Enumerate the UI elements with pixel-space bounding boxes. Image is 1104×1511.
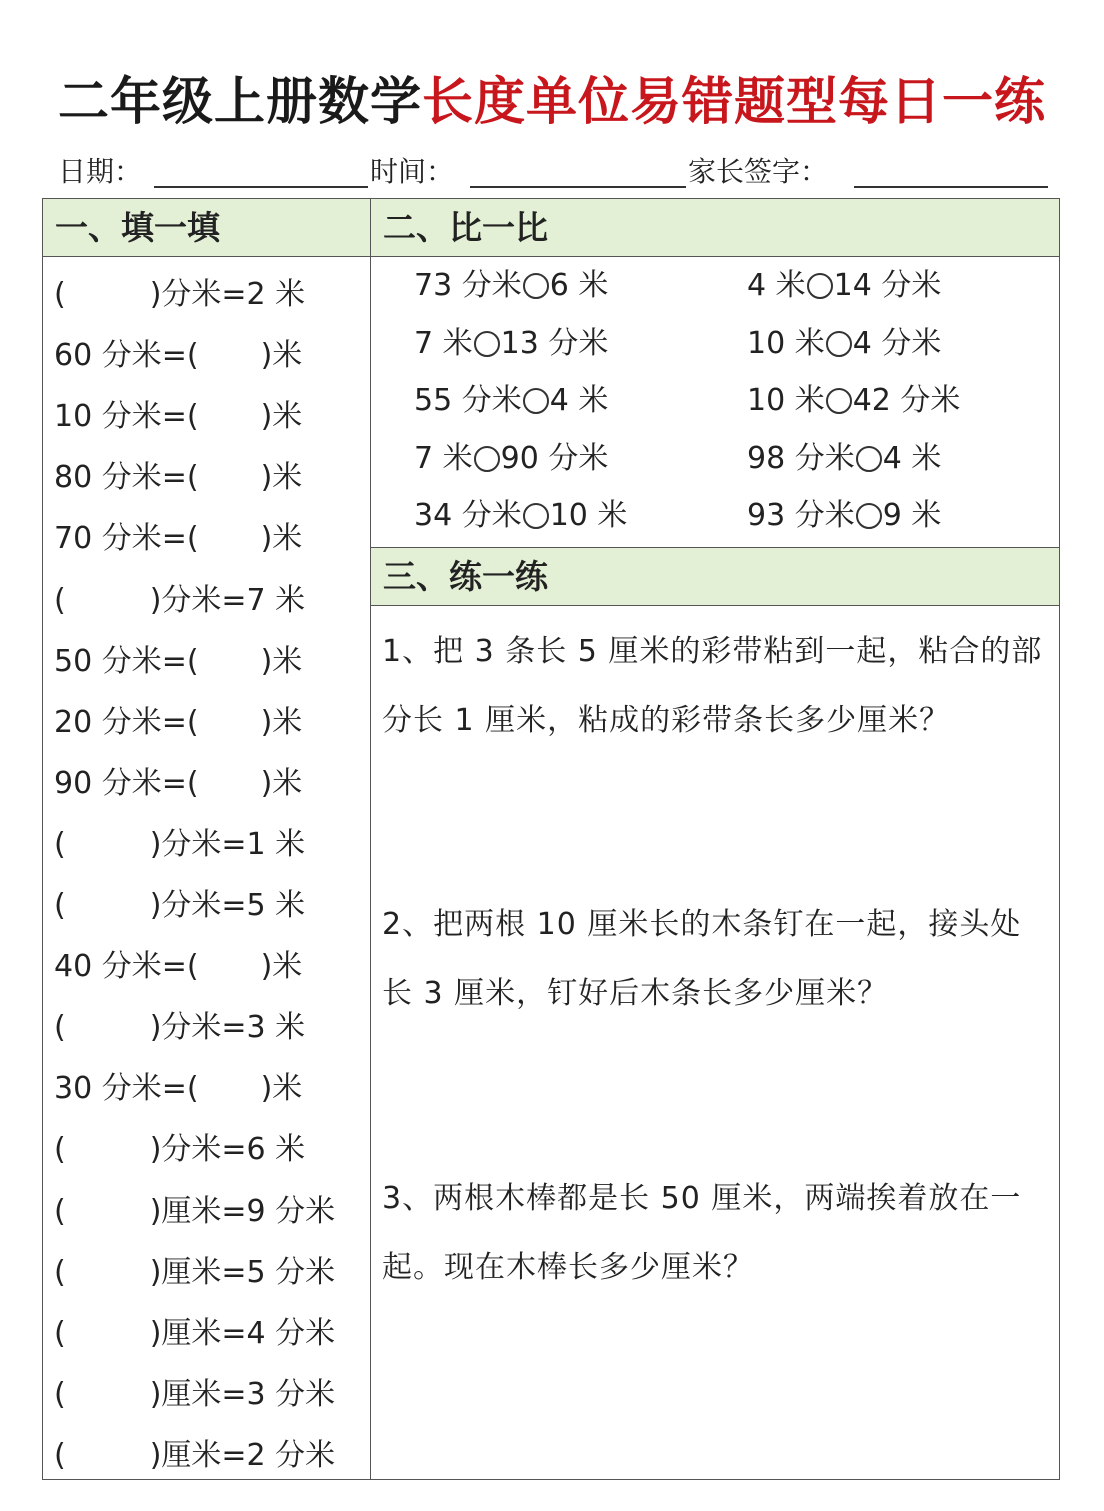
fill-item-right: )米: [260, 399, 303, 435]
compare-right: 4 米: [882, 440, 942, 476]
fill-item: [54, 519, 302, 559]
compare-circle[interactable]: [523, 273, 549, 299]
fill-item: [54, 275, 305, 315]
section2-header: 二、比一比: [371, 199, 1059, 257]
fill-item: [54, 886, 305, 926]
compare-circle[interactable]: [856, 503, 882, 529]
compare-item: [414, 496, 627, 536]
word-problem: 2、把两根 10 厘米长的木条钉在一起，接头处长 3 厘米，钉好后木条长多少厘米？: [382, 907, 1022, 1011]
fill-item: [54, 764, 302, 804]
fill-item-right: )米: [260, 704, 303, 740]
fill-item-right: )分米=7 米: [149, 582, 306, 618]
compare-right: 9 米: [882, 498, 942, 534]
fill-item-left: 90 分米=(: [54, 765, 199, 801]
section1-header: 一、填一填: [43, 199, 370, 257]
compare-circle[interactable]: [523, 503, 549, 529]
compare-item: [414, 381, 608, 421]
fill-item: [54, 336, 302, 376]
word-problem: 3、两根木棒都是长 50 厘米，两端挨着放在一起。现在木棒长多少厘米？: [382, 1181, 1022, 1285]
fill-item-left: (: [54, 582, 66, 618]
fill-item: [54, 1130, 305, 1170]
compare-circle[interactable]: [807, 273, 833, 299]
fill-item-left: 80 分米=(: [54, 460, 199, 496]
compare-circle[interactable]: [474, 331, 500, 357]
fill-item-right: )厘米=4 分米: [149, 1315, 336, 1351]
compare-item: [747, 324, 941, 364]
fill-item-left: (: [54, 888, 66, 923]
fill-item-right: )厘米=3 分米: [149, 1376, 336, 1412]
compare-item: [747, 266, 941, 306]
compare-right: 14 分米: [833, 268, 942, 303]
date-label: 日期：: [58, 155, 143, 188]
fill-item: [54, 1069, 302, 1109]
compare-left: 7 米: [414, 440, 473, 476]
fill-item: [54, 1436, 335, 1476]
fill-item: [54, 703, 302, 743]
fill-item-right: )分米=1 米: [149, 826, 306, 862]
fill-item-left: (: [54, 1437, 66, 1473]
compare-left: 73 分米: [414, 268, 522, 303]
page-title: [0, 60, 1104, 134]
fill-item: [54, 1314, 335, 1354]
title-grade: 二年级上册数学: [57, 73, 422, 132]
compare-item: [414, 324, 608, 364]
fill-item-right: )米: [260, 338, 303, 374]
compare-left: 34 分米: [414, 498, 522, 534]
fill-item-left: (: [54, 1132, 66, 1168]
compare-item: [414, 439, 608, 479]
fill-item-left: (: [54, 826, 66, 862]
compare-circle[interactable]: [826, 331, 852, 357]
fill-item: [54, 1008, 305, 1048]
compare-circle[interactable]: [474, 446, 500, 472]
time-label: 时间：: [370, 155, 455, 188]
compare-left: 4 米: [747, 268, 806, 303]
fill-item-right: )米: [260, 949, 303, 985]
compare-left: 98 分米: [747, 440, 855, 476]
fill-item-left: 50 分米=(: [54, 643, 199, 679]
fill-item-left: 60 分米=(: [54, 338, 199, 374]
fill-item: [54, 458, 302, 498]
fill-item: [54, 1375, 335, 1415]
fill-item-right: )分米=2 米: [149, 277, 306, 312]
compare-circle[interactable]: [826, 388, 852, 414]
fill-item-left: 10 分米=(: [54, 399, 199, 435]
compare-right: 42 分米: [852, 383, 961, 419]
compare-left: 7 米: [414, 325, 473, 361]
fill-item-left: (: [54, 277, 66, 312]
fill-item-right: )厘米=9 分米: [149, 1193, 336, 1229]
compare-right: 4 分米: [852, 325, 942, 361]
fill-item-right: )分米=6 米: [149, 1132, 306, 1168]
compare-item: [747, 381, 960, 421]
fill-item: [54, 1253, 335, 1293]
compare-circle[interactable]: [523, 388, 549, 414]
fill-item: [54, 947, 302, 987]
fill-item-left: (: [54, 1010, 66, 1046]
fill-item-right: )米: [260, 1071, 303, 1107]
compare-item: [747, 496, 941, 536]
fill-item: [54, 642, 302, 682]
compare-right: 10 米: [549, 498, 628, 534]
fill-item-right: )米: [260, 521, 303, 557]
signature-field[interactable]: [854, 186, 1048, 188]
date-field[interactable]: [154, 186, 368, 188]
fill-item: [54, 397, 302, 437]
fill-item-right: )分米=5 米: [149, 888, 306, 923]
fill-item-left: 20 分米=(: [54, 704, 199, 740]
fill-item-right: )厘米=5 分米: [149, 1254, 336, 1290]
fill-item-right: )米: [260, 643, 303, 679]
compare-right: 4 米: [549, 383, 609, 419]
fill-item: [54, 581, 305, 621]
fill-item-left: 40 分米=(: [54, 949, 199, 985]
fill-item-right: )米: [260, 460, 303, 496]
fill-item-right: )分米=3 米: [149, 1010, 306, 1046]
fill-item-left: (: [54, 1315, 66, 1351]
word-problem: 1、把 3 条长 5 厘米的彩带粘到一起，粘合的部分长 1 厘米，粘成的彩带条长多少厘米？: [382, 634, 1043, 738]
compare-item: [414, 266, 608, 306]
compare-circle[interactable]: [856, 446, 882, 472]
fill-item-left: 30 分米=(: [54, 1071, 199, 1107]
fill-item-left: 70 分米=(: [54, 521, 199, 557]
fill-item-right: )米: [260, 765, 303, 801]
fill-item-left: (: [54, 1254, 66, 1290]
sign-label: 家长签字：: [688, 155, 829, 188]
column-divider: [370, 198, 371, 1480]
compare-left: 55 分米: [414, 383, 522, 419]
fill-item: [54, 825, 305, 865]
compare-right: 90 分米: [500, 440, 609, 476]
compare-right: 13 分米: [500, 325, 609, 361]
time-field[interactable]: [470, 186, 686, 188]
fill-item-left: (: [54, 1376, 66, 1412]
title-topic: 长度单位易错题型每日一练: [422, 73, 1047, 132]
fill-item-right: )厘米=2 分米: [149, 1437, 336, 1473]
fill-item-left: (: [54, 1193, 66, 1229]
compare-left: 10 米: [747, 325, 825, 361]
compare-right: 6 米: [549, 268, 609, 303]
compare-left: 10 米: [747, 383, 825, 419]
compare-item: [747, 439, 941, 479]
fill-item: [54, 1192, 335, 1232]
section3-header: 三、练一练: [371, 548, 1059, 606]
compare-left: 93 分米: [747, 498, 855, 534]
